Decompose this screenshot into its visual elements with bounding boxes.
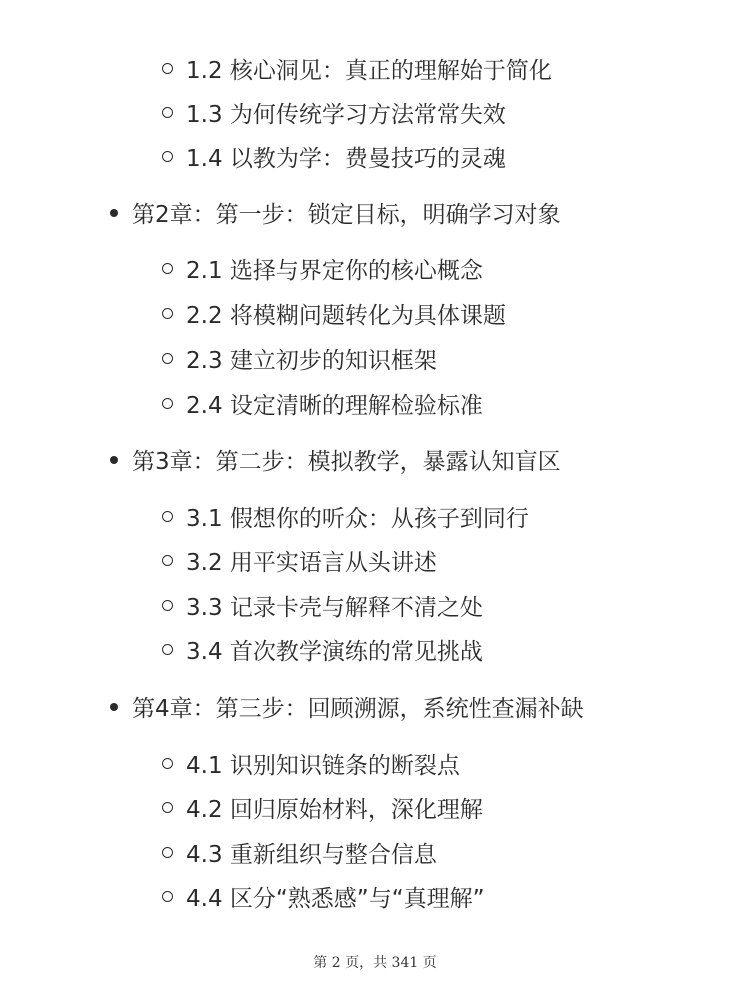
filled-bullet-icon [110,456,118,464]
hollow-bullet-icon [162,263,173,274]
toc-chapter [110,451,561,474]
toc-item-label: 3.3 记录卡壳与解释不清之处 [186,595,483,621]
toc-item-label: 4.2 回归原始材料，深化理解 [186,797,483,823]
toc-chapter-label: 第2章：第一步：锁定目标，明确学习对象 [132,202,561,228]
toc-chapter-label: 第4章：第三步：回顾溯源，系统性查漏补缺 [132,696,584,722]
toc-item-label: 1.3 为何传统学习方法常常失效 [186,102,506,128]
toc-item-label: 1.2 核心洞见：真正的理解始于简化 [186,58,552,84]
toc-item [162,597,483,620]
hollow-bullet-icon [162,644,173,655]
toc-item-label: 4.1 识别知识链条的断裂点 [186,753,460,779]
toc-item [162,148,506,171]
toc-item [162,104,506,127]
hollow-bullet-icon [162,511,173,522]
toc-item [162,395,483,418]
toc-item-label: 2.3 建立初步的知识框架 [186,348,437,374]
hollow-bullet-icon [162,847,173,858]
hollow-bullet-icon [162,63,173,74]
toc-item-label: 3.4 首次教学演练的常见挑战 [186,639,483,665]
hollow-bullet-icon [162,758,173,769]
hollow-bullet-icon [162,600,173,611]
toc-item-label: 4.3 重新组织与整合信息 [186,842,437,868]
hollow-bullet-icon [162,308,173,319]
toc-item [162,508,529,531]
toc-item [162,552,437,575]
filled-bullet-icon [110,209,118,217]
toc-item [162,350,437,373]
toc-chapter [110,204,561,227]
hollow-bullet-icon [162,107,173,118]
hollow-bullet-icon [162,151,173,162]
toc-item [162,888,485,911]
filled-bullet-icon [110,703,118,711]
hollow-bullet-icon [162,555,173,566]
hollow-bullet-icon [162,891,173,902]
toc-item [162,260,483,283]
toc-item-label: 3.1 假想你的听众：从孩子到同行 [186,506,529,532]
toc-item-label: 1.4 以教为学：费曼技巧的灵魂 [186,146,506,172]
toc-item-label: 4.4 区分“熟悉感”与“真理解” [186,886,485,912]
hollow-bullet-icon [162,802,173,813]
toc-chapter [110,698,584,721]
toc-item-label: 3.2 用平实语言从头讲述 [186,550,437,576]
toc-item [162,60,552,83]
toc-item-label: 2.1 选择与界定你的核心概念 [186,258,483,284]
toc-chapter-label: 第3章：第二步：模拟教学，暴露认知盲区 [132,449,561,475]
toc-item [162,755,460,778]
toc-item [162,641,483,664]
toc-item-label: 2.4 设定清晰的理解检验标准 [186,393,483,419]
toc-item [162,799,483,822]
toc-item [162,844,437,867]
toc-item-label: 2.2 将模糊问题转化为具体课题 [186,303,506,329]
hollow-bullet-icon [162,353,173,364]
toc-item [162,305,506,328]
hollow-bullet-icon [162,398,173,409]
page-number-footer: 第 2 页，共 341 页 [313,955,437,971]
